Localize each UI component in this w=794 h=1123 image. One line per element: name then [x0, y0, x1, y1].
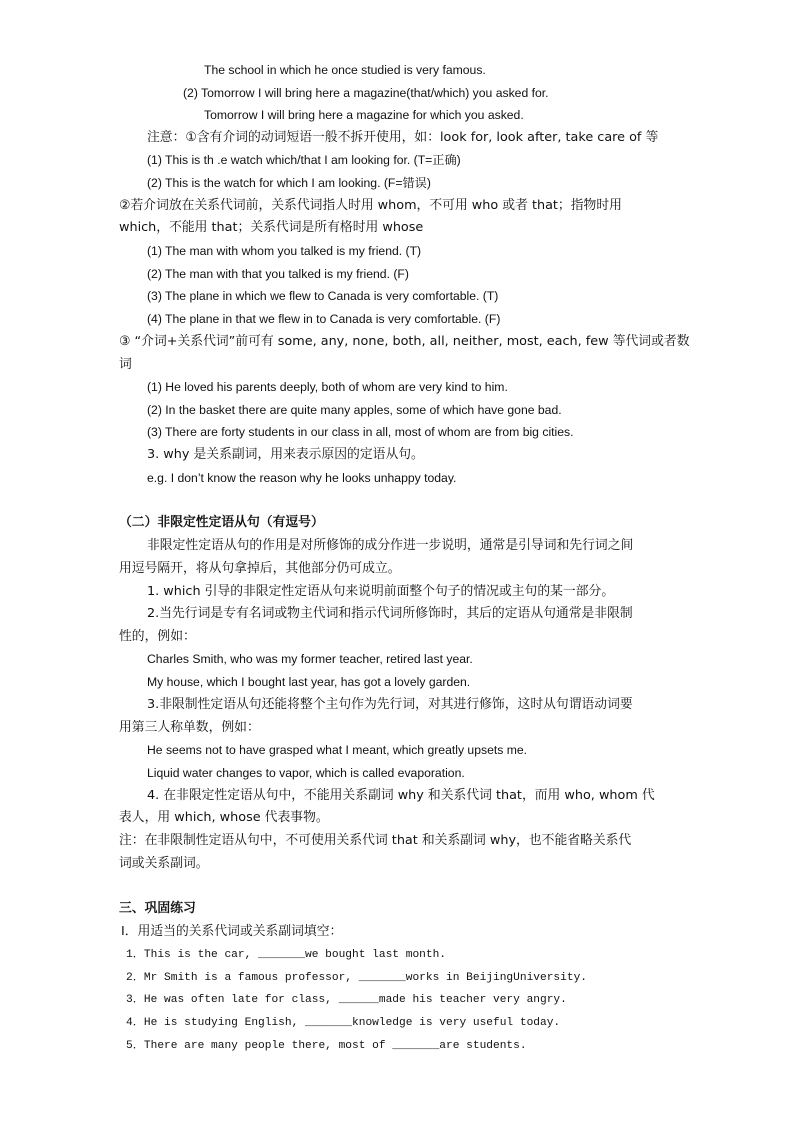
- body-paragraph: 性的，例如：: [119, 629, 196, 644]
- exercise-item: 5．There are many people there, most of _______are students.: [126, 1040, 527, 1052]
- example-sentence: (1) This is th .e watch which/that I am looking for. (T=正确): [147, 153, 461, 167]
- rule-paragraph: which，不能用 that；关系代词是所有格时用 whose: [119, 220, 424, 235]
- body-paragraph: 1. which 引导的非限定性定语从句来说明前面整个句子的情况或主句的某一部分。: [147, 584, 615, 599]
- note-paragraph: 注意：①含有介词的动词短语一般不拆开使用，如：look for, look after, take care of 等: [147, 130, 659, 145]
- body-paragraph: 表人，用 which, whose 代表事物。: [119, 810, 329, 825]
- example-sentence: (2) In the basket there are quite many apples, some of which have gone bad.: [147, 403, 562, 417]
- body-paragraph: 用第三人称单数，例如：: [119, 720, 260, 735]
- example-sentence: e.g. I don’t know the reason why he looks unhappy today.: [147, 471, 457, 485]
- rule-paragraph: ③ “介词+关系代词”前可有 some, any, none, both, all, neither, most, each, few 等代词或者数: [119, 334, 690, 349]
- body-paragraph: 2.当先行词是专有名词或物主代词和指示代词所修饰时，其后的定语从句通常是非限制: [147, 606, 633, 621]
- body-paragraph: 用逗号隔开，将从句拿掉后，其他部分仍可成立。: [119, 561, 401, 576]
- example-sentence: (3) The plane in which we flew to Canada is very comfortable. (T): [147, 289, 499, 303]
- rule-paragraph: ②若介词放在关系代词前，关系代词指人时用 whom，不可用 who 或者 that；指物时用: [119, 198, 622, 213]
- note-paragraph: 词或关系副词。: [119, 856, 209, 871]
- exercise-item: 1．This is the car, _______we bought last month.: [126, 949, 447, 961]
- example-sentence: Charles Smith, who was my former teacher, retired last year.: [147, 652, 473, 666]
- body-paragraph: 非限定性定语从句的作用是对所修饰的成分作进一步说明，通常是引导词和先行词之间: [147, 538, 634, 553]
- rule-paragraph: 词: [119, 357, 132, 372]
- example-sentence: (1) He loved his parents deeply, both of whom are very kind to him.: [147, 380, 508, 394]
- body-paragraph: 4. 在非限定性定语从句中，不能用关系副词 why 和关系代词 that，而用 who, whom 代: [147, 788, 655, 803]
- exercise-item: 4．He is studying English, _______knowledge is very useful today.: [126, 1017, 561, 1029]
- exercise-instruction: Ⅰ．用适当的关系代词或关系副词填空：: [121, 924, 343, 939]
- example-sentence: (2) The man with that you talked is my friend. (F): [147, 267, 409, 281]
- example-sentence: He seems not to have grasped what I meant, which greatly upsets me.: [147, 743, 528, 757]
- note-paragraph: 注：在非限制性定语从句中，不可使用关系代词 that 和关系副词 why，也不能省略关系代: [119, 833, 632, 848]
- body-paragraph: 3.非限制性定语从句还能将整个主句作为先行词，对其进行修饰，这时从句谓语动词要: [147, 697, 633, 712]
- section-heading: 三、巩固练习: [119, 901, 196, 916]
- section-heading: （二）非限定性定语从句（有逗号）: [119, 515, 324, 530]
- example-sentence: (2) This is the watch for which I am looking. (F=错误): [147, 176, 431, 190]
- example-sentence: Liquid water changes to vapor, which is called evaporation.: [147, 766, 465, 780]
- example-sentence: My house, which I bought last year, has got a lovely garden.: [147, 675, 471, 689]
- example-sentence: (2) Tomorrow I will bring here a magazine(that/which) you asked for.: [183, 86, 549, 100]
- example-sentence: The school in which he once studied is very famous.: [204, 63, 486, 77]
- example-sentence: (4) The plane in that we flew in to Canada is very comfortable. (F): [147, 312, 501, 326]
- rule-paragraph: 3. why 是关系副词，用来表示原因的定语从句。: [147, 447, 424, 462]
- example-sentence: (1) The man with whom you talked is my friend. (T): [147, 244, 422, 258]
- example-sentence: (3) There are forty students in our class in all, most of whom are from big cities.: [147, 425, 574, 439]
- exercise-item: 2．Mr Smith is a famous professor, _______works in BeijingUniversity.: [126, 972, 587, 984]
- example-sentence: Tomorrow I will bring here a magazine for which you asked.: [204, 108, 524, 122]
- exercise-item: 3．He was often late for class, ______made his teacher very angry.: [126, 994, 567, 1006]
